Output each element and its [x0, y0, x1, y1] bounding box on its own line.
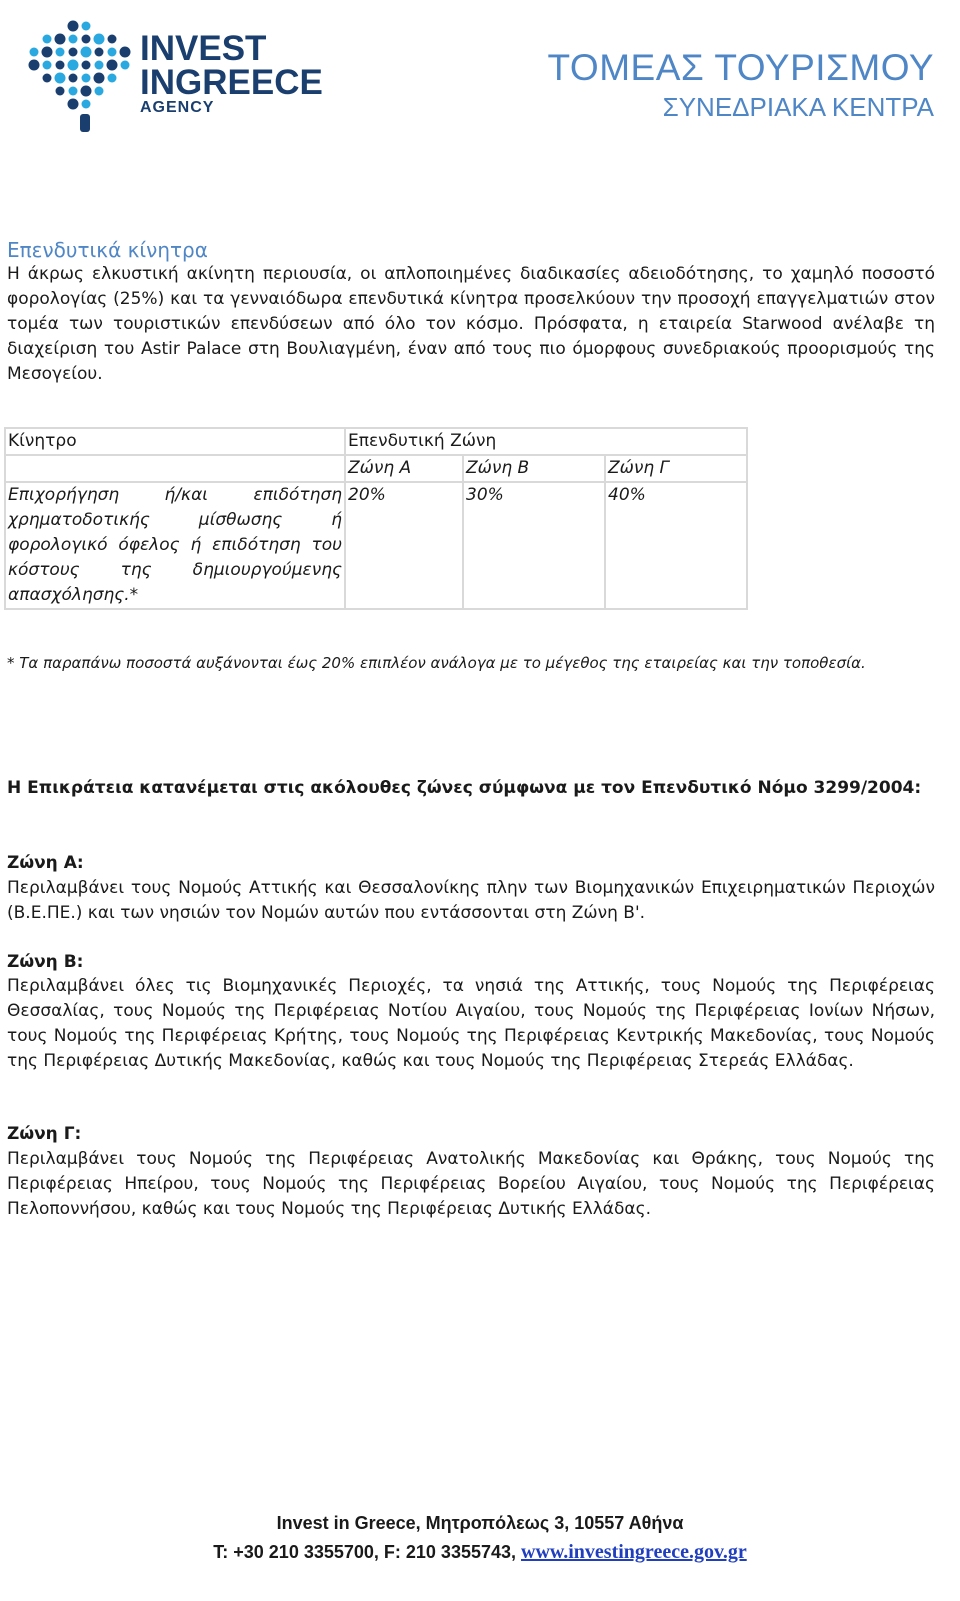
sector-subtitle: ΣΥΝΕΔΡΙΑΚΑ ΚΕΝΤΡΑ	[662, 92, 934, 122]
sector-heading	[548, 46, 935, 124]
logo-dot	[95, 48, 104, 57]
zone-b-value: 30%	[463, 482, 605, 609]
zone-c-text: Περιλαμβάνει τους Νομούς της Περιφέρειας Ανατολικής Μακεδονίας και Θράκης, τους Νομούς της Περιφέρειας Ηπείρου, τους Νομούς της Περιφέρειας Βορείου Αιγαίου, τους Νομούς της Περιφέρειας Πελοποννήσου, καθώς και τους Νομούς της Περιφέρειας Δυτικής Ελλάδας.	[7, 1149, 935, 1219]
logo-dot	[82, 61, 91, 70]
zone-c-header: Ζώνη Γ	[605, 455, 747, 482]
logo-dot	[30, 48, 39, 57]
logo-dot	[43, 61, 52, 70]
website-link[interactable]: www.investingreece.gov.gr	[521, 1541, 747, 1563]
zone-a-header: Ζώνη Α	[345, 455, 463, 482]
logo-dot	[82, 74, 91, 83]
zone-a-value: 20%	[345, 482, 463, 609]
table-footnote: * Τα παραπάνω ποσοστά αυξάνονται έως 20% επιπλέον ανάλογα με το μέγεθος της εταιρείας και την τοποθεσία.	[7, 654, 866, 672]
logo-line3: AGENCY	[140, 99, 215, 116]
logo-dot	[29, 60, 40, 71]
incentives-table	[4, 427, 748, 610]
logo-dot	[108, 35, 117, 44]
zone-b-text: Περιλαμβάνει όλες τις Βιομηχανικές Περιοχές, τα νησιά της Αττικής, τους Νομούς της Περιφέρειας Θεσσαλίας, τους Νομούς της Περιφέρειας Νοτίου Αιγαίου, τους Νομούς της Περιφέρειας Ιονίων Νήσων, τους Νομούς της Περιφέρειας Κρήτης, τους Νομούς της Περιφέρειας Κεντρικής Μακεδονίας, τους Νομούς της Περιφέρειας Δυτικής Μακεδονίας, καθώς και τους Νομούς της Περιφέρειας Στερεάς Ελλάδας.	[7, 976, 935, 1071]
logo-dot	[55, 73, 66, 84]
logo-dot	[68, 60, 79, 71]
zone-c-value: 40%	[605, 482, 747, 609]
logo-dot	[82, 100, 91, 109]
invest-in-greece-logo	[22, 14, 342, 136]
logo-dot	[81, 47, 92, 58]
logo-dot	[43, 74, 52, 83]
logo-dot	[68, 21, 79, 32]
logo-dot	[69, 87, 78, 96]
logo-dot	[107, 60, 118, 71]
col-header-incentive: Κίνητρο	[5, 428, 345, 455]
zone-b-heading: Ζώνη Β:	[7, 952, 84, 972]
logo-dot	[94, 34, 105, 45]
logo-dot	[56, 87, 65, 96]
incentives-paragraph: Η άκρως ελκυστική ακίνητη περιουσία, οι απλοποιημένες διαδικασίες αδειοδότησης, το χαμηλό ποσοστό φορολογίας (25%) και τα γενναιόδωρα επενδυτικά κίνητρα προσελκύουν την προσοχή επαγγελματιών στον τομέα των τουριστικών επενδύσεων από όλο τον κόσμο. Πρόσφατα, η εταιρεία Starwood ανέλαβε τη διαχείριση του Astir Palace στη Βουλιαγμένη, έναν από τους πιο όμορφους συνεδριακούς προορισμούς της Μεσογείου.	[7, 264, 935, 384]
logo-graphic	[22, 14, 342, 136]
logo-dot	[56, 48, 65, 57]
logo-line2: INGREECE	[140, 63, 323, 102]
logo-dot	[82, 35, 91, 44]
zone-a-text: Περιλαμβάνει τους Νομούς Αττικής και Θεσσαλονίκης πλην των Βιομηχανικών Επιχειρηματικών Περιοχών (Β.Ε.ΠΕ.) και των νησιών τον Νομών αυτών που εντάσσονται στη Ζώνη Β'.	[7, 878, 935, 923]
logo-dot	[94, 73, 105, 84]
footer-address: Invest in Greece, Μητροπόλεως 3, 10557 Αθήνα	[276, 1513, 684, 1533]
logo-dot	[81, 86, 92, 97]
zone-b-header: Ζώνη Β	[463, 455, 605, 482]
logo-line1: INVEST	[140, 29, 267, 68]
logo-dot	[69, 35, 78, 44]
logo-dot	[43, 35, 52, 44]
logo-dot	[56, 61, 65, 70]
logo-dot	[55, 34, 66, 45]
table-row	[5, 482, 747, 609]
logo-dot	[95, 87, 104, 96]
zone-a-heading: Ζώνη Α:	[7, 853, 84, 873]
logo-dot	[69, 74, 78, 83]
logo-dot	[68, 99, 79, 110]
row-label: Επιχορήγηση ή/και επιδότηση χρηματοδοτικής μίσθωσης ή φορολογικό όφελος ή επιδότηση του κόστους της δημιουργούμενης απασχόλησης.*	[5, 482, 345, 609]
empty-cell	[5, 455, 345, 482]
logo-stem	[80, 114, 90, 132]
logo-dot	[108, 74, 117, 83]
sector-title: ΤΟΜΕΑΣ ΤΟΥΡΙΣΜΟΥ	[547, 47, 934, 88]
logo-dot	[108, 48, 117, 57]
logo-dot	[69, 48, 78, 57]
logo-dot	[120, 47, 131, 58]
logo-dot	[82, 22, 91, 31]
footer-contact	[0, 1541, 960, 1564]
zones-intro: Η Επικράτεια κατανέμεται στις ακόλουθες ζώνες σύμφωνα με τον Επενδυτικό Νόμο 3299/2004:	[7, 778, 922, 798]
logo-dot	[42, 47, 53, 58]
incentives-title: Επενδυτικά κίνητρα	[7, 238, 208, 262]
table-header-row	[5, 428, 747, 455]
col-header-zone: Επενδυτική Ζώνη	[345, 428, 747, 455]
footer-phones: T: +30 210 3355700, F: 210 3355743,	[213, 1542, 522, 1562]
logo-dot	[121, 61, 130, 70]
logo-dot	[95, 61, 104, 70]
zone-c-heading: Ζώνη Γ:	[7, 1124, 82, 1144]
table-zones-row	[5, 455, 747, 482]
